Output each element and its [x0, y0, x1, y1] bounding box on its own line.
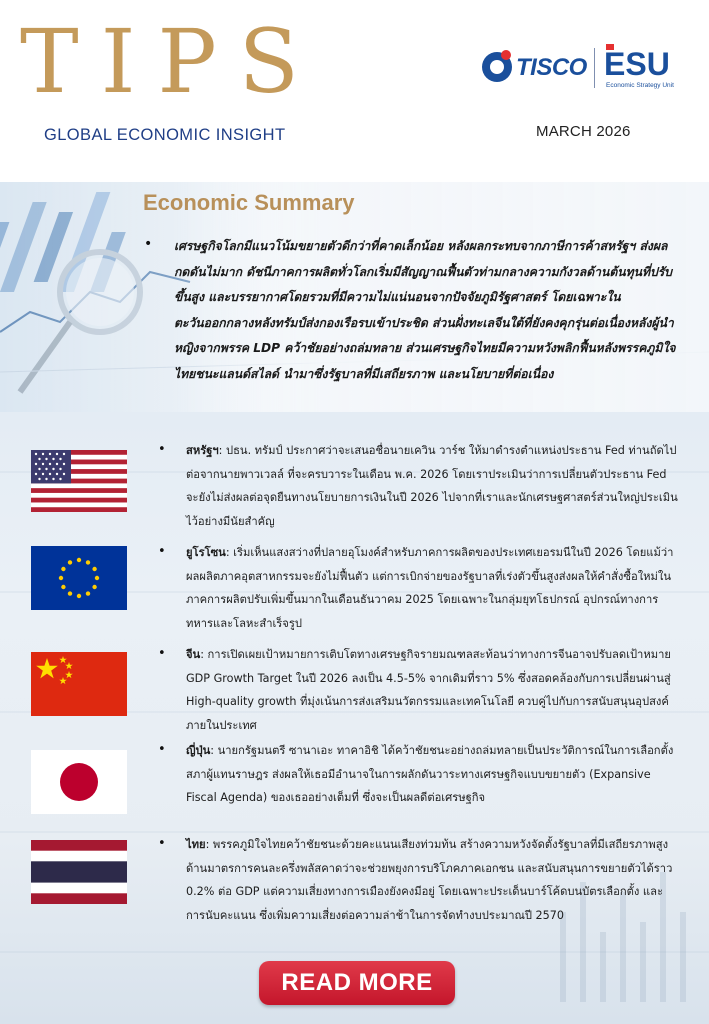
country-label-jp: ญี่ปุ่น	[186, 744, 211, 757]
summary-title: Economic Summary	[143, 190, 355, 215]
header	[0, 0, 709, 182]
country-label-eu: ยูโรโซน	[186, 546, 226, 559]
country-body-jp: : นายกรัฐมนตรี ซานาเอะ ทาคาอิชิ ได้คว้าชัยชนะอย่างถล่มทลายเป็นประวัติการณ์ในการเลือกตั้งสภาผู้แทนราษฎร ส่งผลให้เธอมีอำนาจในการผลักดันวาระทางเศรษฐกิจแบบขยายตัว (Expansive Fiscal Agenda) ของเธออย่างเต็มที่ ซึ่งจะเป็นผลดีต่อเศรษฐกิจ	[186, 744, 674, 805]
country-body-cn: : การเปิดเผยเป้าหมายการเติบโตทางเศรษฐกิจรายมณฑลสะท้อนว่าทางการจีนอาจปรับลดเป้าหมาย GDP Growth Target ในปี 2026 ลงเป็น 4.5-5% จากเดิมที่ราว 5% ซึ่งสอดคล้องกับการเปลี่ยนผ่านสู่ High-quality growth ที่มุ่งเน้นการส่งเสริมนวัตกรรมและเทคโนโลยี ควบคู่ไปกับการสนับสนุนอุปสงค์ภายในประเทศ	[186, 648, 671, 732]
country-text-cn	[186, 643, 682, 737]
country-body-eu: : เริ่มเห็นแสงสว่างที่ปลายอุโมงค์สำหรับภาคการผลิตของประเทศเยอรมนีในปี 2026 โดยแม้ว่าผลผลิตภาคอุตสาหกรรมจะยังไม่ฟื้นตัว แต่การเบิกจ่ายของรัฐบาลที่เร่งตัวขึ้นสูงส่งผลให้คำสั่งซื้อใหม่ในภาคการผลิตปรับเพิ่มขึ้นมากในเดือนธันวาคม 2025 โดยเฉพาะในกลุ่มยุทโธปกรณ์ อุปกรณ์ทางการทหารและโลหะสำเร็จรูป	[186, 546, 674, 630]
read-more-button[interactable]: READ MORE	[259, 961, 455, 1005]
country-text-jp	[186, 739, 682, 810]
country-text-eu	[186, 541, 682, 635]
country-label-th: ไทย	[186, 838, 206, 851]
economic-summary-section	[0, 182, 709, 412]
esu-logo-subtitle: Economic Strategy Unit	[606, 82, 674, 89]
country-bullet: •	[158, 836, 166, 851]
tisco-esu-logo	[482, 46, 692, 90]
country-body-us: : ปธน. ทรัมป์ ประกาศว่าจะเสนอชื่อนายเควิน วาร์ช ให้มาดำรงตำแหน่งประธาน Fed ท่านถัดไปต่อจากนายพาวเวลล์ ที่จะครบวาระในเดือน พ.ค. 2026 โดยเราประเมินว่าการเปลี่ยนตัวประธาน Fed จะยังไม่ส่งผลต่อจุดยืนทางนโยบายการเงินในปี 2026 ไปจากที่เราและนักเศรษฐศาสตร์ส่วนใหญ่ประเมินไว้อย่างมีนัยสำคัญ	[186, 444, 678, 528]
country-body-th: : พรรคภูมิใจไทยคว้าชัยชนะด้วยคะแนนเสียงท่วมท้น สร้างความหวังจัดตั้งรัฐบาลที่มีเสถียรภาพสูง ด้านมาตรการคนละครึ่งพลัสคาดว่าจะช่วยพยุงการบริโภคภาคเอกชน และสนับสนุนการขยายตัวได้ราว 0.2% ต่อ GDP แต่ความเสี่ยงทางการเมืองยังคงมีอยู่ โดยเฉพาะประเด็นบาร์โค้ดบนบัตรเลือกตั้ง และการนับคะแนน ซึ่งเพิ่มความเสี่ยงต่อความล่าช้าในการจัดทำงบประมาณปี 2570	[186, 838, 673, 922]
us-flag-icon	[31, 450, 127, 512]
country-updates-section	[0, 412, 709, 1024]
country-label-cn: จีน	[186, 648, 201, 661]
country-bullet: •	[158, 646, 166, 661]
country-bullet: •	[158, 544, 166, 559]
logo-divider	[594, 48, 595, 88]
eu-flag-icon	[31, 546, 127, 610]
brand-subtitle: GLOBAL ECONOMIC INSIGHT	[44, 126, 286, 144]
summary-text: เศรษฐกิจโลกมีแนวโน้มขยายตัวดีกว่าที่คาดเล็กน้อย หลังผลกระทบจากภาษีการค้าสหรัฐฯ ส่งผลกดดันไม่มาก ดัชนีภาคการผลิตทั่วโลกเริ่มมีสัญญาณฟื้นตัวท่ามกลางความกังวลด้านต้นทุนที่ปรับขึ้นสูง และบรรยากาศโดยรวมที่มีความไม่แน่นอนจากปัจจัยภูมิรัฐศาสตร์ โดยเฉพาะในตะวันออกกลางหลังทรัมป์ส่งกองเรือรบเข้าประชิด ส่วนฝั่งทะเลจีนใต้ที่ยังคงคุกรุ่นต่อเนื่องหลังผู้นำหญิงจากพรรค LDP คว้าชัยอย่างถล่มทลาย ส่วนเศรษฐกิจไทยมีความหวังพลิกฟื้นหลังพรรคภูมิใจไทยชนะแลนด์สไลด์ นำมาซึ่งรัฐบาลที่มีเสถียรภาพ และนโยบายที่ต่อเนื่อง	[174, 239, 676, 381]
country-text-th	[186, 833, 682, 927]
issue-date: MARCH 2026	[536, 123, 631, 140]
summary-bullet: •	[144, 236, 153, 252]
tisco-logo-text: TISCO	[516, 54, 587, 81]
country-label-us: สหรัฐฯ	[186, 444, 219, 457]
th-flag-icon	[31, 840, 127, 904]
country-text-us	[186, 439, 682, 533]
jp-flag-icon	[31, 750, 127, 814]
cn-flag-icon	[31, 652, 127, 716]
tisco-logo-icon	[482, 52, 512, 82]
country-bullet: •	[158, 742, 166, 757]
brand-title: TIPS	[20, 10, 321, 113]
country-bullet: •	[158, 442, 166, 457]
esu-logo-text: ESU	[604, 46, 670, 82]
